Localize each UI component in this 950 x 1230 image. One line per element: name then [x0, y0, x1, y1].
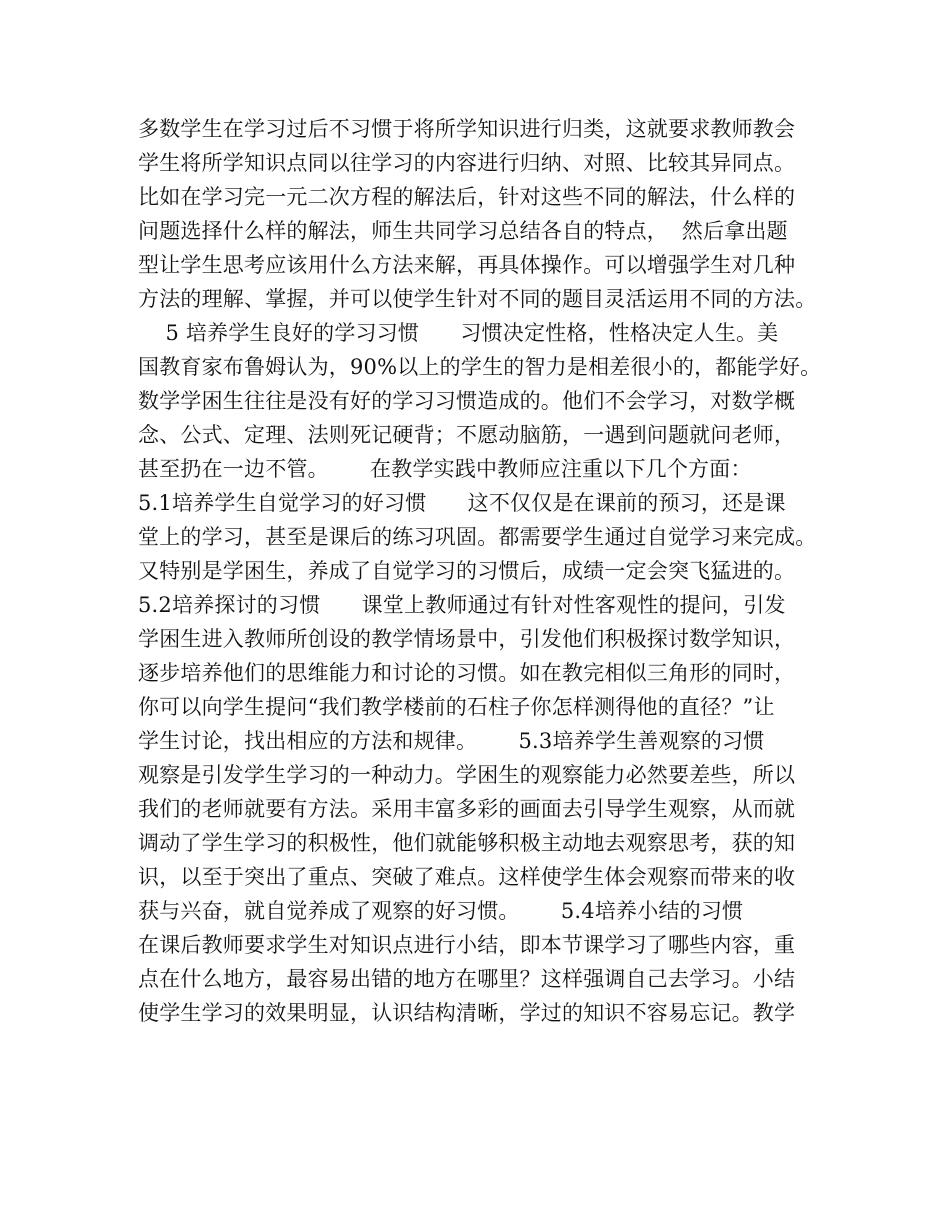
text-line: 问题选择什么样的解法，师生共同学习总结各自的特点， 然后拿出题: [138, 219, 788, 243]
text-line: 甚至扔在一边不管。 在教学实践中教师应注重以下几个方面：: [138, 457, 752, 481]
text-line: 在课后教师要求学生对知识点进行小结，即本节课学习了哪些内容，重: [138, 933, 796, 957]
text-line: 国教育家布鲁姆认为，90%以上的学生的智力是相差很小的，都能学好。: [138, 355, 822, 379]
body-text: [138, 112, 838, 1030]
text-line: 学生将所学知识点同以往学习的内容进行归纳、对照、比较其异同点。: [138, 151, 796, 175]
subsection-heading-line: 获与兴奋，就自觉养成了观察的好习惯。 5.4培养小结的习惯: [138, 899, 744, 923]
text-line: 比如在学习完一元二次方程的解法后，针对这些不同的解法，什么样的: [138, 185, 796, 209]
section-heading-line: 5 培养学生良好的学习习惯 习惯决定性格，性格决定人生。美: [138, 321, 779, 345]
subsection-heading-line: 5.2培养探讨的习惯 课堂上教师通过有针对性客观性的提问，引发: [138, 593, 786, 617]
text-line: 多数学生在学习过后不习惯于将所学知识进行归类，这就要求教师教会: [138, 117, 796, 141]
text-line: 方法的理解、掌握，并可以使学生针对不同的题目灵活运用不同的方法。: [138, 287, 817, 311]
text-line: 使学生学习的效果明显，认识结构清晰，学过的知识不容易忘记。教学: [138, 1001, 796, 1025]
text-line: 你可以向学生提问“我们教学楼前的石柱子你怎样测得他的直径？”让: [138, 695, 775, 719]
text-line: 调动了学生学习的积极性，他们就能够积极主动地去观察思考，获的知: [138, 831, 796, 855]
subsection-heading-line: 学生讨论，找出相应的方法和规律。 5.3培养学生善观察的习惯: [138, 729, 765, 753]
text-line: 数学学困生往往是没有好的学习习惯造成的。他们不会学习，对数学概: [138, 389, 796, 413]
text-line: 识，以至于突出了重点、突破了难点。这样使学生体会观察而带来的收: [138, 865, 796, 889]
text-line: 堂上的学习，甚至是课后的练习巩固。都需要学生通过自觉学习来完成。: [138, 525, 817, 549]
text-line: 点在什么地方，最容易出错的地方在哪里？这样强调自己去学习。小结: [138, 967, 796, 991]
text-line: 念、公式、定理、法则死记硬背；不愿动脑筋，一遇到问题就问老师，: [138, 423, 796, 447]
text-line: 我们的老师就要有方法。采用丰富多彩的画面去引导学生观察，从而就: [138, 797, 796, 821]
text-line: 学困生进入教师所创设的教学情场景中，引发他们积极探讨数学知识，: [138, 627, 796, 651]
text-line: 又特别是学困生，养成了自觉学习的习惯后，成绩一定会突飞猛进的。: [138, 559, 796, 583]
text-line: 型让学生思考应该用什么方法来解，再具体操作。可以增强学生对几种: [138, 253, 796, 277]
subsection-heading-line: 5.1培养学生自觉学习的好习惯 这不仅仅是在课前的预习，还是课: [138, 491, 786, 515]
text-line: 逐步培养他们的思维能力和讨论的习惯。如在教完相似三角形的同时，: [138, 661, 796, 685]
text-line: 观察是引发学生学习的一种动力。学困生的观察能力必然要差些，所以: [138, 763, 796, 787]
